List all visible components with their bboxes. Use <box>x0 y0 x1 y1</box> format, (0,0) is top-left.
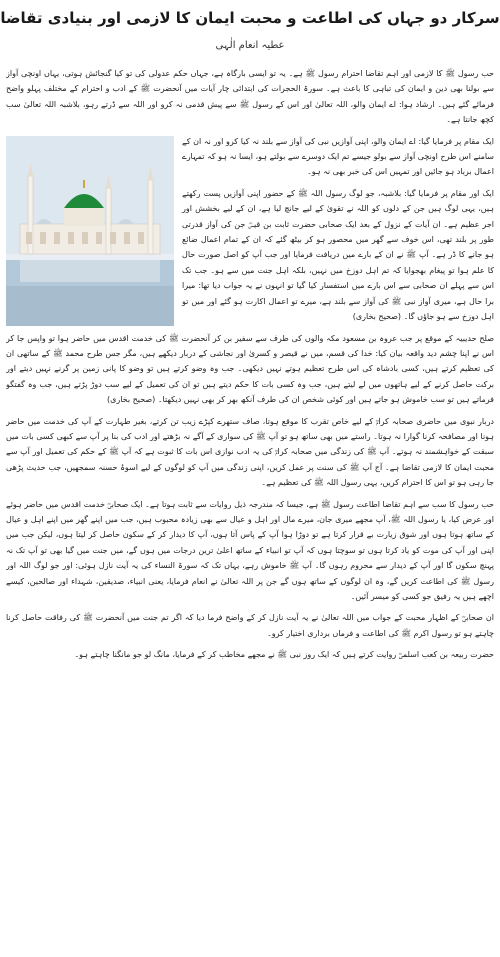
mosque-photo <box>6 136 174 326</box>
paragraph: حضرت ربیعہ بن کعب اسلمیؓ روایت کرتے ہیں کہ ایک روز نبی ﷺ نے مجھے مخاطب کر کے فرمایا، مانگ لو جو مانگنا چاہتے ہو۔ <box>74 650 494 660</box>
article-body <box>6 66 494 950</box>
paragraph: حب رسول کا سب سے اہم تقاضا اطاعت رسول ﷺ ہے، جیسا کہ مندرجہ ذیل روایات سے ثابت ہوتا ہے۔ ایک صحابیؓ خدمت اقدس میں حاضر ہوئے اور عرض کیا، یا رسول اللہ ﷺ، آپ مجھے میری جان، میرے مال اور اہل و عیال سے بھی زیادہ محبوب ہیں، جب میں اپنے گھر میں اپنے اہل و عیال کے ساتھ ہوتا ہوں اور شوق زیارت بے قرار کرتا ہے تو دوڑا ہوا آپ کے پاس آتا ہوں، آپ کا دیدار کر کے سکون حاصل کر لیتا ہوں، لیکن جب میں اپنی اور آپ کی موت کو یاد کرتا ہوں تو سوچتا ہوں کہ آپ تو انبیاء کے ساتھ اعلیٰ ترین درجات میں ہوں گے، میں جنت میں گیا بھی تو آپ تک نہ پہنچ سکوں گا اور آپ کے دیدار سے محروم رہوں گا۔ آپ ﷺ خاموش رہے، یہاں تک کہ سورۃ النساء کی یہ آیت نازل ہوئی: اور جو لوگ اللہ اور رسول ﷺ کی اطاعت کریں گے، وہ ان لوگوں کے ساتھ ہوں گے جن پر اللہ تعالیٰ نے انعام فرمایا، یعنی انبیاء، صدیقین، شہداء اور صالحین، کیسے اچھے ہیں یہ رفیق جو کسی کو میسر آئیں۔ <box>6 499 494 601</box>
author-byline: عطیہ انعام الٰہی <box>215 40 285 51</box>
paragraph: صلح حدیبیہ کے موقع پر جب عروہ بن مسعود مکہ والوں کی طرف سے سفیر بن کر آنحضرت ﷺ کی خدمت اقدس میں حاضر ہوا تو واپس جا کر اس نے اپنا چشم دید واقعہ بیان کیا: خدا کی قسم، میں نے قیصر و کسریٰ اور نجاشی کے دربار دیکھے ہیں، مگر جس طرح محمد ﷺ کے ساتھی ان کی تعظیم کرتے ہیں، کسی بادشاہ کی اس طرح تعظیم ہوتے نہیں دیکھی۔ جب وہ وضو کرتے ہیں تو وضو کا پانی زمین پر گرنے نہیں دیتے اور برکت حاصل کرنے کے لیے ہاتھوں میں لے لیتے ہیں، جب وہ کسی بات کا حکم دیتے ہیں تو ان کی تعمیل کے لیے سب دوڑ پڑتے ہیں، جب وہ گفتگو فرماتے ہیں تو سب خاموش ہو جاتے ہیں اور کوئی شخص ان کی طرف آنکھ بھر کر بھی نہیں دیکھتا۔ (صحیح بخاری) <box>6 333 494 405</box>
paragraph: ایک اور مقام پر فرمایا گیا: بلاشبہ، جو لوگ رسول اللہ ﷺ کے حضور اپنی آوازیں پست رکھتے ہیں، یہی لوگ ہیں جن کے دلوں کو اللہ نے تقویٰ کے لیے جانچ لیا ہے، ان کے لیے بخشش اور اجر عظیم ہے۔ ان آیات کے نزول کے بعد ایک صحابی حضرت ثابت بن قیسؓ جن کی آواز قدرتی طور پر بلند تھی، اس خوف سے گھر میں محصور ہو کر بیٹھ گئے کہ ان کے تمام اعمال ضائع ہو جانے کا ڈر ہے۔ آپ ﷺ نے ان کے بارے میں دریافت فرمایا اور جب آپ کو اصل صورت حال کا علم ہوا تو پیغام بھجوایا کہ تم اہل دوزخ میں نہیں، بلکہ اہل جنت میں سے ہو۔ جب تک اس سے پہلے ان صحابی سے اس بارے میں استفسار کیا گیا تو انہوں نے یہ جواب دیا تھا: میرا برا حال ہے، میری آواز نبی ﷺ کی آواز سے بلند ہے، میرے تو اعمال اکارت ہو گئے اور میں تو اہل دوزخ سے ہو جاؤں گا۔ (صحیح بخاری) <box>182 188 494 322</box>
paragraph: دربار نبوی میں حاضری صحابہ کرامؓ کے لیے خاص تقرب کا موقع ہوتا، صاف ستھرے کپڑے زیب تن کرتے، بغیر طہارت کے آپ کی خدمت میں حاضر ہونا اور مصافحہ کرنا گوارا نہ ہوتا۔ راستے میں بھی ساتھ ہو تو آپ ﷺ کی سواری کے آگے نہ بڑھتے اور ادب کی بنا پر آپ سے کبھی کسی بات میں سبقت کے خواہشمند نہ ہوتے۔ آپ ﷺ کی زندگی میں صحابہ کرامؓ کی یہ ادب نوازی اس بات کا ثبوت ہے کہ آپ ﷺ کے حکم کی تعمیل اور آپ سے محبت ایمان کا لازمی تقاضا ہے۔ آج آپ ﷺ کی سنت پر عمل کریں، اپنی زندگی میں آپ کو لوگوں کے لیے اسوۂ حسنہ سمجھیں، جب حدیث پڑھی جا رہی ہو تو اس کا احترام کریں، یہی رسول اللہ ﷺ کی تعظیم ہے۔ <box>6 416 494 488</box>
paragraph: ایک مقام پر فرمایا گیا: اے ایمان والو، اپنی آوازیں نبی کی آواز سے بلند نہ کیا کرو اور نہ ان کے سامنے اس طرح اونچی آواز سے بولو جیسے تم ایک دوسرے سے بولتے ہو، ایسا نہ ہو کہ تمہارے اعمال برباد ہو جائیں اور تمہیں اس کی خبر بھی نہ ہو۔ <box>182 136 494 177</box>
article-title: سرکار دو جہاں کی اطاعت و محبت ایمان کا لازمی اور بنیادی تقاضا <box>0 9 500 27</box>
mosque-illustration <box>6 136 174 326</box>
paragraph: حب رسول ﷺ کا لازمی اور اہم تقاضا احترام رسول ﷺ ہے۔ یہ تو ایسی بارگاہ ہے، جہاں حکم عدولی کی تو کیا گنجائش ہوتی، یہاں اونچی آواز سے بولنا بھی دین و ایمان کی تباہی کا باعث ہے۔ سورۃ الحجرات کی ابتدائی چار آیات میں آنحضرت ﷺ کے ادب و احترام کے مختلف پہلو واضح فرمائے گئے ہیں۔ ارشاد ہوا: اے ایمان والو، اللہ تعالیٰ اور اس کے رسول ﷺ سے پیش قدمی نہ کرو اور اللہ سے ڈرتے رہو، بلاشبہ اللہ تعالیٰ سب کچھ جانتا ہے۔ <box>6 69 494 125</box>
paragraph: ان صحابیؓ کے اظہار محبت کے جواب میں اللہ تعالیٰ نے یہ آیت نازل کر کے واضح فرما دیا کہ اگر تم جنت میں آنحضرت ﷺ کی رفاقت حاصل کرنا چاہتے ہو تو رسول اکرم ﷺ کی اطاعت و فرماں برداری اختیار کرو۔ <box>6 613 494 638</box>
